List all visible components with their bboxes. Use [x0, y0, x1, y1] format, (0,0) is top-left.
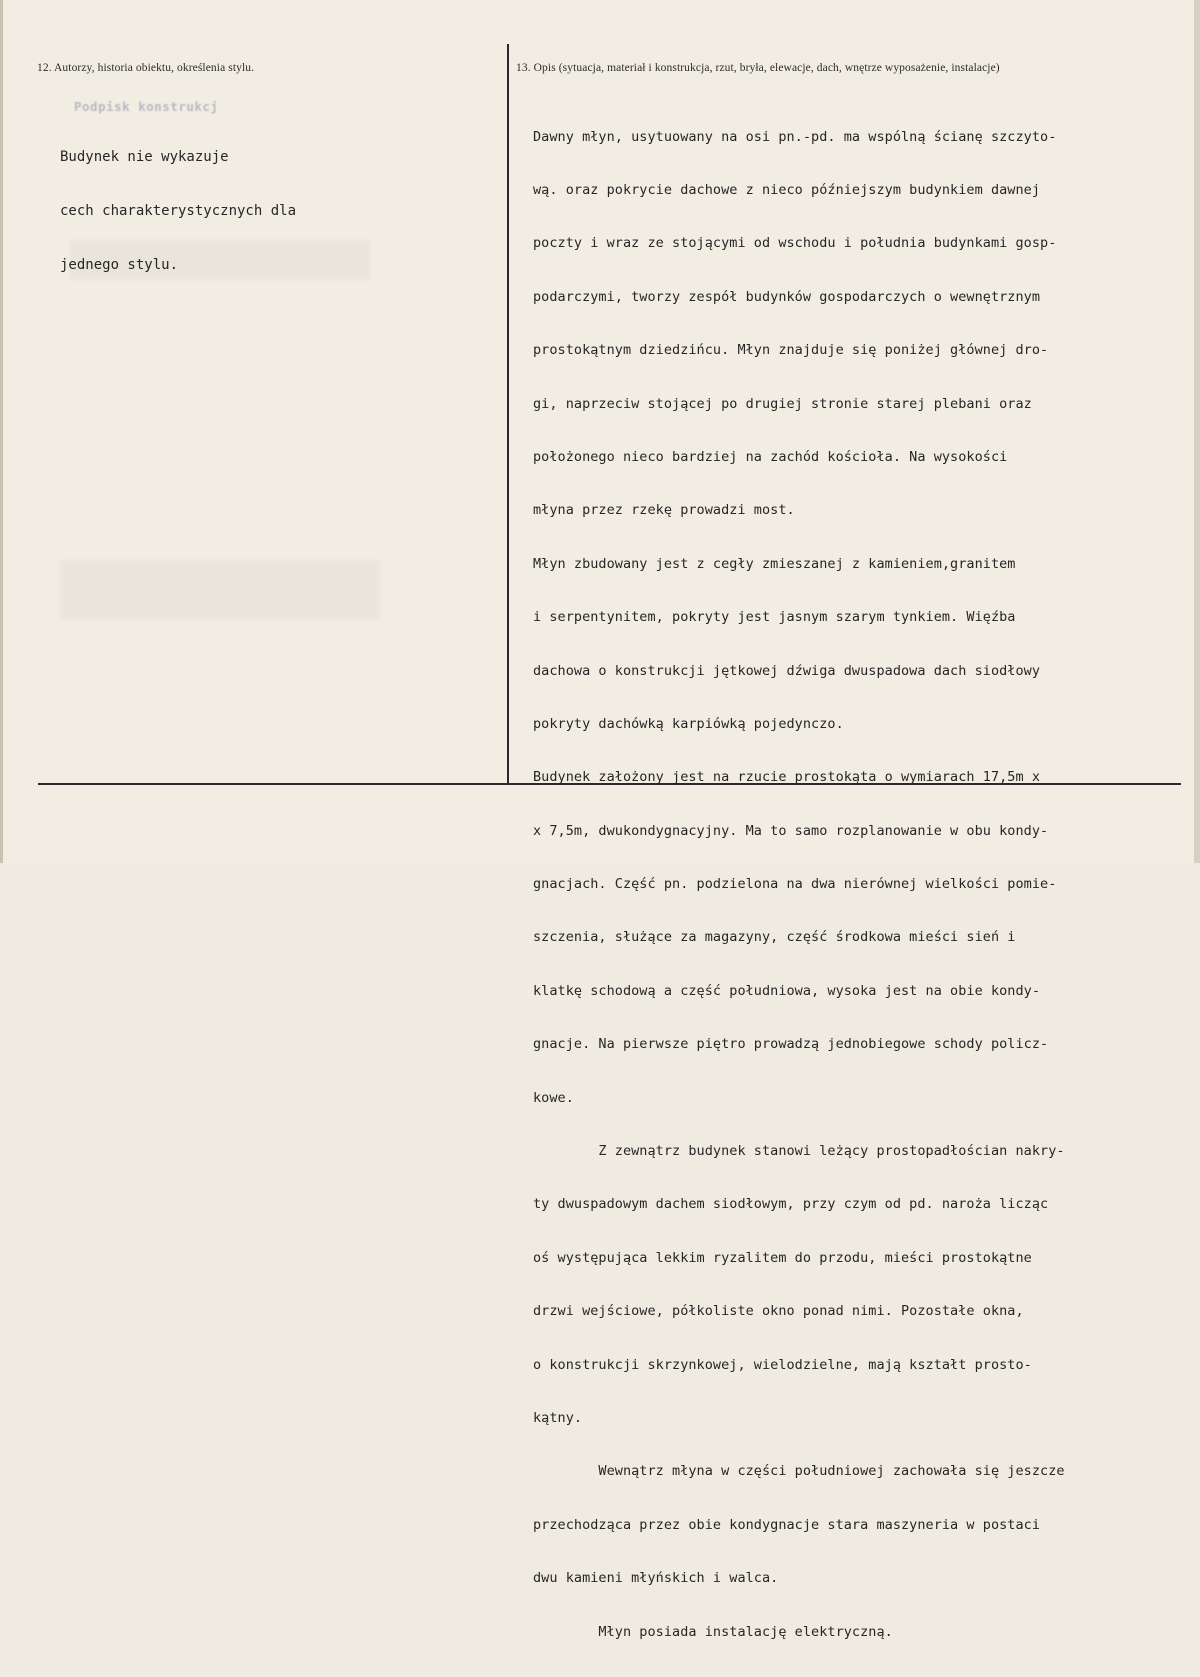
section-12-heading: 12. Autorzy, historia obiektu, określenia stylu. — [37, 62, 255, 74]
text-line: podarczymi, tworzy zespół budynków gospodarczych o wewnętrznym — [533, 288, 1041, 305]
text-line: prostokątnym dziedzińcu. Młyn znajduje się poniżej głównej dro- — [533, 342, 1049, 359]
text-line: dwu kamieni młyńskich i walca. — [533, 1570, 779, 1587]
text-line: i serpentynitem, pokryty jest jasnym szarym tynkiem. Więźba — [533, 609, 1016, 626]
text-line: wą. oraz pokrycie dachowe z nieco późniejszym budynkiem dawnej — [533, 181, 1041, 198]
stamp-text: Podpisk konstrukcj — [74, 99, 219, 114]
text-line: gnacje. Na pierwsze piętro prowadzą jednobiegowe schody policz- — [533, 1036, 1049, 1053]
text-line: gnacjach. Część pn. podzielona na dwa nierównej wielkości pomie- — [533, 876, 1057, 893]
text-line: ty dwuspadowym dachem siodłowym, przy czym od pd. naroża licząc — [533, 1196, 1049, 1213]
section-13-heading: 13. Opis (sytuacja, materiał i konstrukcja, rzut, bryła, elewacje, dach, wnętrze wyposażenie, instalacje) — [516, 62, 1000, 74]
text-line: jednego stylu. — [60, 257, 179, 273]
text-line: kowe. — [533, 1089, 574, 1106]
text-line: drzwi wejściowe, półkoliste okno ponad nimi. Pozostałe okna, — [533, 1303, 1024, 1320]
text-line: o konstrukcji skrzynkowej, wielodzielne, mają kształt prosto- — [533, 1356, 1032, 1373]
page-edge-left — [0, 0, 3, 863]
text-line: Budynek nie wykazuje — [60, 149, 229, 165]
text-line: pokryty dachówką karpiówką pojedynczo. — [533, 715, 844, 732]
text-line: klatkę schodową a część południowa, wysoka jest na obie kondy- — [533, 982, 1041, 999]
text-line: poczty i wraz ze stojącymi od wschodu i południa budynkami gosp- — [533, 235, 1057, 252]
text-line: Wewnątrz młyna w części południowej zachowała się jeszcze — [533, 1463, 1065, 1480]
text-line: oś występująca lekkim ryzalitem do przodu, mieści prostokątne — [533, 1249, 1032, 1266]
text-line: przechodząca przez obie kondygnacje stara maszyneria w postaci — [533, 1516, 1041, 1533]
text-line: Budynek założony jest na rzucie prostokąta o wymiarach 17,5m x — [533, 769, 1041, 786]
text-line: Młyn posiada instalację elektryczną. — [533, 1623, 893, 1640]
section-12-body — [60, 112, 296, 310]
bleed-through-mark — [60, 560, 380, 620]
text-line: x 7,5m, dwukondygnacyjny. Ma to samo rozplanowanie w obu kondy- — [533, 822, 1049, 839]
text-line: dachowa o konstrukcji jętkowej dźwiga dwuspadowa dach siodłowy — [533, 662, 1041, 679]
column-divider — [507, 44, 509, 783]
text-line: młyna przez rzekę prowadzi most. — [533, 502, 795, 519]
text-line: szczenia, służące za magazyny, część środkowa mieści sień i — [533, 929, 1016, 946]
text-line: gi, naprzeciw stojącej po drugiej stronie starej plebani oraz — [533, 395, 1032, 412]
text-line: cech charakterystycznych dla — [60, 203, 297, 219]
text-line: Młyn zbudowany jest z cegły zmieszanej z kamieniem,granitem — [533, 555, 1016, 572]
text-line: kątny. — [533, 1409, 583, 1426]
section-13-body — [533, 93, 1065, 1677]
page-edge-right — [1194, 0, 1200, 863]
text-line: Dawny młyn, usytuowany na osi pn.-pd. ma wspólną ścianę szczyto- — [533, 128, 1057, 145]
text-line: położonego nieco bardziej na zachód kościoła. Na wysokości — [533, 448, 1008, 465]
text-line: Z zewnątrz budynek stanowi leżący prostopadłościan nakry- — [533, 1143, 1065, 1160]
